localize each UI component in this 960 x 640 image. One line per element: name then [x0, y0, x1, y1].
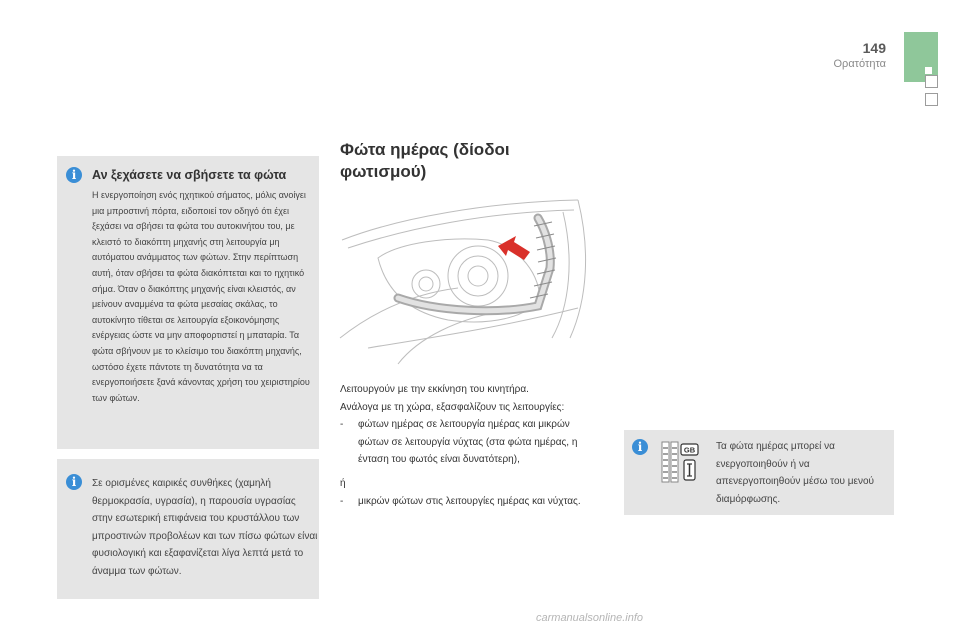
gb-label: GB	[683, 445, 696, 455]
bullet-item	[340, 416, 600, 469]
page-number: 149	[862, 40, 886, 56]
body-intro: Λειτουργούν με την εκκίνηση του κινητήρα.	[340, 384, 529, 395]
info-box-text: Η ενεργοποίηση ενός ηχητικού σήματος, μόλις ανοίγει μια μπροστινή πόρτα, ειδοποιεί τον οδηγό ότι έχει ξεχάσει να σβήσει τα φώτα του αυτοκινήτου του, με κλειστό το διακόπτη μηχανής στη λειτουργία μη αυτόματου ανάμματος των φώτων. Στην περίπτωση αυτή, όταν σβήσει τα φώτα διακόπτεται και το ηχητικό σήμα. Όταν ο διακόπτης μηχανής είναι κλειστός, αν μείνουν αναμμένα τα φώτα μεσαίας σκάλας, το αυτοκίνητο τίθεται σε λειτουργία εξοικονόμησης ενέργειας ώστε να μην αποφορτιστεί η μπαταρία. Τα φώτα σβήνουν με το κλείσιμο του διακόπτη μηχανής, ωστόσο έχετε πάντοτε τη δυνατότητα να τα ενεργοποιήσετε ξανά κάνοντας χρήση του χειριστηρίου των φώτων.	[92, 190, 310, 403]
bullet-text: μικρών φώτων στις λειτουργίες ημέρας και νύχτας.	[358, 495, 581, 507]
watermark: carmanualsonline.info	[536, 612, 644, 624]
body-country: Ανάλογα με τη χώρα, εξασφαλίζουν τις λειτουργίες:	[340, 401, 565, 413]
body-or: ή	[340, 477, 346, 489]
page-title: Φώτα ημέρας (δίοδοι φωτισμού)	[340, 140, 510, 181]
main-body	[340, 381, 600, 510]
info-box-text: Σε ορισμένες καιρικές συνθήκες (χαμηλή θερμοκρασία, υγρασία), η παρουσία υγρασίας στην εσωτερική επιφάνεια του κρυστάλλου των μπροστινών προβολέων και των πίσω φώτων είναι φυσιολογική και εξαφανίζεται λίγα λεπτά μετά το άναμμα των φώτων.	[92, 478, 318, 577]
chapter-box-2	[925, 93, 938, 106]
chapter-box-1	[925, 75, 938, 88]
bullet-dash: -	[340, 419, 344, 431]
info-box-text: Τα φώτα ημέρας μπορεί να ενεργοποιηθούν ή να απενεργοποιηθούν μέσω του μενού διαμόρφωσης.	[716, 441, 875, 505]
chapter-tab-marker	[925, 67, 932, 74]
bullet-text: φώτων ημέρας σε λειτουργία ημέρας και μικρών φώτων σε λειτουργία νύχτας (στα φώτα ημέρας, η ένταση του φωτός είναι δυνατότερη),	[358, 419, 578, 466]
section-title: Ορατότητα	[833, 58, 886, 70]
info-icon: i	[66, 474, 82, 490]
bullet-dash: -	[340, 495, 344, 507]
info-icon: i	[632, 439, 648, 455]
bullet-item	[340, 493, 600, 511]
headlamp-illustration	[338, 188, 594, 366]
info-box-title: Αν ξεχάσετε να σβήσετε τα φώτα	[92, 168, 287, 182]
info-icon: i	[66, 167, 82, 183]
gb-settings-icon	[660, 440, 700, 484]
